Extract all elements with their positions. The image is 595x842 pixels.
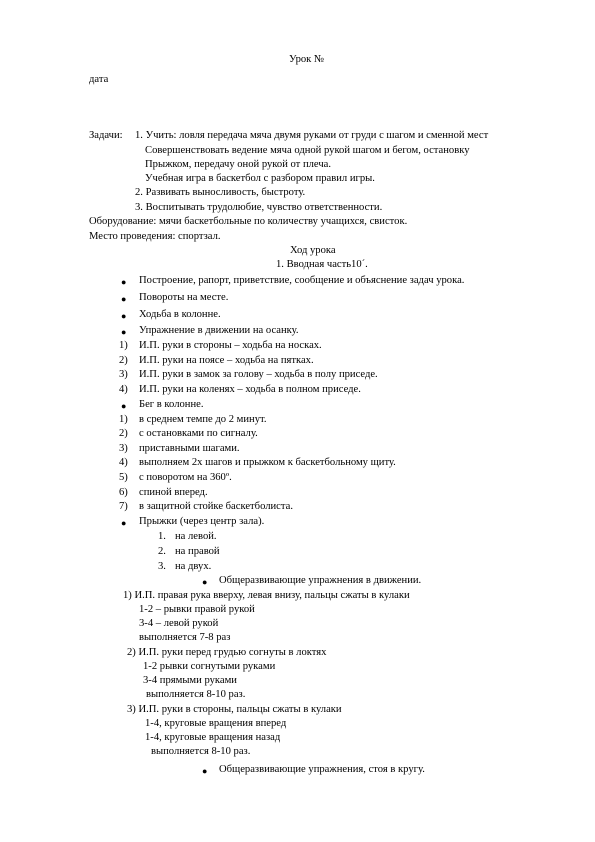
jump-item: на двух. <box>175 561 212 572</box>
intro-item-1: Построение, рапорт, приветствие, сообщение и объяснение задач урока. <box>139 275 465 286</box>
run-num: 6) <box>119 487 128 498</box>
exercise-2-head: 2) И.П. руки перед грудью согнуты в локтях <box>127 647 327 658</box>
jump-item: на правой <box>175 546 220 557</box>
walk-num: 4) <box>119 384 128 395</box>
walk-item: И.П. руки на поясе – ходьба на пятках. <box>139 355 314 366</box>
run-item: выполняем 2х шагов и прыжком к баскетбольному щиту. <box>139 457 396 468</box>
task-2: 2. Развивать выносливость, быстроту. <box>135 187 306 198</box>
walk-num: 2) <box>119 355 128 366</box>
run-num: 4) <box>119 457 128 468</box>
section-title-circle: Общеразвивающие упражнения, стоя в кругу. <box>219 764 425 775</box>
jump-item: на левой. <box>175 531 217 542</box>
run-item: приставными шагами. <box>139 443 240 454</box>
exercise-1-line: 3-4 – левой рукой <box>139 618 219 629</box>
run-item: в защитной стойке баскетболиста. <box>139 501 293 512</box>
bullet-icon: ● <box>121 277 127 287</box>
exercise-3-line: выполняется 8-10 раз. <box>151 746 251 757</box>
walk-item: И.П. руки в замок за голову – ходьба в полу приседе. <box>139 369 378 380</box>
task-1-line-4: Учебная игра в баскетбол с разбором правил игры. <box>145 173 375 184</box>
run-item: в среднем темпе до 2 минут. <box>139 414 267 425</box>
bullet-icon: ● <box>121 327 127 337</box>
task-1-line-3: Прыжком, передачу оной рукой от плеча. <box>145 159 332 170</box>
exercise-1-line: выполняется 7-8 раз <box>139 632 231 643</box>
lesson-title: Урок № <box>289 54 325 65</box>
exercise-2-line: 3-4 прямыми руками <box>143 675 237 686</box>
bullet-icon: ● <box>202 577 208 587</box>
exercise-3-line: 1-4, круговые вращения вперед <box>145 718 287 729</box>
part-1-title: 1. Вводная часть10´. <box>276 259 368 270</box>
walk-item: И.П. руки на коленях – ходьба в полном приседе. <box>139 384 361 395</box>
bullet-icon: ● <box>121 518 127 528</box>
equipment-line: Оборудование: мячи баскетбольные по количеству учащихся, свисток. <box>89 216 408 227</box>
exercise-3-line: 1-4, круговые вращения назад <box>145 732 281 743</box>
task-1-line-1: 1. Учить: ловля передача мяча двумя руками от груди с шагом и сменной мест <box>135 130 489 141</box>
section-title-move: Общеразвивающие упражнения в движении. <box>219 575 422 586</box>
intro-item-6: Прыжки (через центр зала). <box>139 516 265 527</box>
run-item: спиной вперед. <box>139 487 208 498</box>
intro-item-2: Повороты на месте. <box>139 292 229 303</box>
exercise-2-line: 1-2 рывки согнутыми руками <box>143 661 276 672</box>
tasks-label: Задачи: <box>89 130 123 141</box>
exercise-1-line: 1-2 – рывки правой рукой <box>139 604 255 615</box>
exercise-2-line: выполняется 8-10 раз. <box>146 689 246 700</box>
walk-num: 3) <box>119 369 128 380</box>
bullet-icon: ● <box>121 294 127 304</box>
place-line: Место проведения: спортзал. <box>89 231 221 242</box>
run-num: 2) <box>119 428 128 439</box>
jump-num: 2. <box>158 546 166 557</box>
course-title: Ход урока <box>290 245 336 256</box>
walk-item: И.П. руки в стороны – ходьба на носках. <box>139 340 322 351</box>
exercise-1-head: 1) И.П. правая рука вверху, левая внизу, пальцы сжаты в кулаки <box>123 590 410 601</box>
run-item: с остановками по сигналу. <box>139 428 258 439</box>
walk-num: 1) <box>119 340 128 351</box>
jump-num: 1. <box>158 531 166 542</box>
intro-item-5: Бег в колонне. <box>139 399 204 410</box>
intro-item-3: Ходьба в колонне. <box>139 309 221 320</box>
bullet-icon: ● <box>121 401 127 411</box>
bullet-icon: ● <box>202 766 208 776</box>
exercise-3-head: 3) И.П. руки в стороны, пальцы сжаты в кулаки <box>127 704 342 715</box>
jump-num: 3. <box>158 561 166 572</box>
run-num: 3) <box>119 443 128 454</box>
task-1-line-2: Совершенствовать ведение мяча одной рукой шагом и бегом, остановку <box>145 145 470 156</box>
bullet-icon: ● <box>121 311 127 321</box>
date-label: дата <box>89 74 109 85</box>
run-item: с поворотом на 360º. <box>139 472 232 483</box>
run-num: 7) <box>119 501 128 512</box>
run-num: 1) <box>119 414 128 425</box>
intro-item-4: Упражнение в движении на осанку. <box>139 325 299 336</box>
task-3: 3. Воспитывать трудолюбие, чувство ответственности. <box>135 202 383 213</box>
run-num: 5) <box>119 472 128 483</box>
